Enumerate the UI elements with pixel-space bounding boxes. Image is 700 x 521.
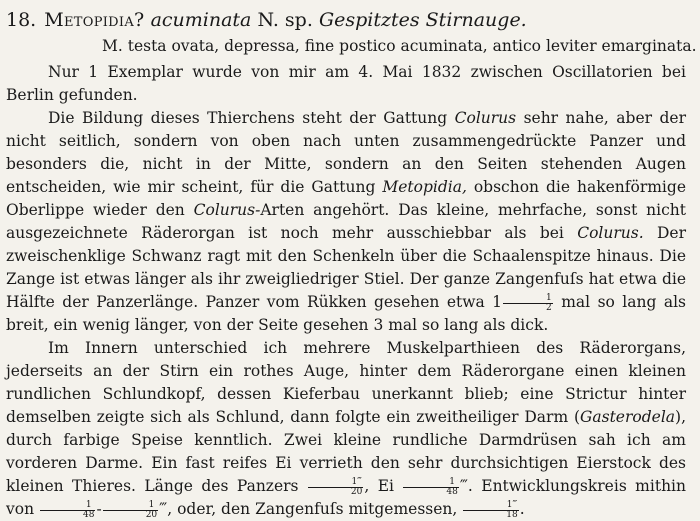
p3-text-2: ), durch farbige Speise kenntlich. Zwei kleine rundliche Darmdrüsen sah ich am vorderen Darme. Ein fast reifes Ei verrieth den sehr durchsichtigen Eierstock des kleinen Thieres. Länge des Panzers xyxy=(6,408,686,495)
latin-diagnosis: M. testa ovata, depressa, fine postico acuminata, antico leviter emarginata. xyxy=(102,37,697,55)
fraction-range-start: $\frac{1}{48}$ xyxy=(40,501,95,520)
genus-colurus-2: Colurus. xyxy=(577,224,644,242)
new-species-marker: N. sp. xyxy=(257,9,313,31)
paragraph-1-text: Nur 1 Exemplar wurde von mir am 4. Mai 1832 zwischen Oscillatorien bei Berlin gefunden. xyxy=(6,63,686,104)
fraction-half: $\frac{1}{2}$ xyxy=(503,294,553,313)
entry-number: 18. xyxy=(6,9,37,31)
p3-text-5: - xyxy=(96,500,102,518)
p3-text-4: ‴. Entwicklungskreis mithin von xyxy=(6,477,686,518)
p2-text-6: mal so lang als breit, ein wenig länger, von der Seite gesehen 3 mal so lang als dick. xyxy=(6,293,686,334)
fraction-range-end: $\frac{1}{20}$ xyxy=(103,501,158,520)
p3-text-3: , Ei xyxy=(364,477,403,495)
genus-colurus: Colurus xyxy=(454,109,517,127)
genus-name: Metopidia? xyxy=(44,9,145,31)
genus-metopidia: Metopidia, xyxy=(382,178,467,196)
genus-colurus-arten: Colurus- xyxy=(193,201,261,219)
fraction-with-foot: $\frac{1‴}{18}$ xyxy=(463,501,518,520)
common-name: Gespitztes Stirnauge. xyxy=(318,9,527,31)
p2-text-4: Arten angehört. Das kleine, mehrfache, sonst nicht ausgezeichnete Räderorgan ist noch mehr ausschiebbar als bei xyxy=(6,201,686,242)
p3-text-6: ‴, oder, den Zangenfuſs mitgemessen, xyxy=(159,500,463,518)
gasterodela-term: Gasterodela xyxy=(580,408,676,426)
p3-text-1: Im Innern unterschied ich mehrere Muskelparthieen des Räderorgans, jederseits an der Stirn ein rothes Auge, hinter dem Räderorgane einen kleinen rundlichen Schlundkopf, dessen Kieferbau unerkannt blieb; eine Strictur hinter demselben zeigte sich als Schlund, dann folgte ein zweitheiliger Darm ( xyxy=(6,339,686,426)
paragraph-2 xyxy=(6,107,686,337)
p2-text-3: obschon die hakenförmige Oberlippe wieder den xyxy=(6,178,686,219)
fraction-egg-size: $\frac{1}{48}$ xyxy=(403,478,458,497)
p2-text-2: sehr nahe, aber der nicht seitlich, sondern von oben nach unten zusammengedrückte Panzer und besonders die, nicht in der Mitte, sondern an den Seiten stehenden Augen entscheiden, wie mir scheint, für die Gattung xyxy=(6,109,686,196)
p2-text-1: Die Bildung dieses Thierchens steht der Gattung xyxy=(48,109,455,127)
p2-text-5: Der zweischenklige Schwanz ragt mit den Schenkeln über die Schaalenspitze hinaus. Die Zange ist etwas länger als ihr zweigliedriger Stiel. Der ganze Zangenfuſs hat etwa die Hälfte der Panzerlänge. Panzer vom Rükken gesehen etwa 1 xyxy=(6,224,686,311)
species-epithet: acuminata xyxy=(150,9,252,31)
species-heading xyxy=(6,8,686,32)
paragraph-3 xyxy=(6,337,686,521)
p3-text-7: . xyxy=(519,500,525,518)
paragraph-1 xyxy=(6,61,686,107)
fraction-panzer-length: $\frac{1‴}{20}$ xyxy=(308,478,363,497)
